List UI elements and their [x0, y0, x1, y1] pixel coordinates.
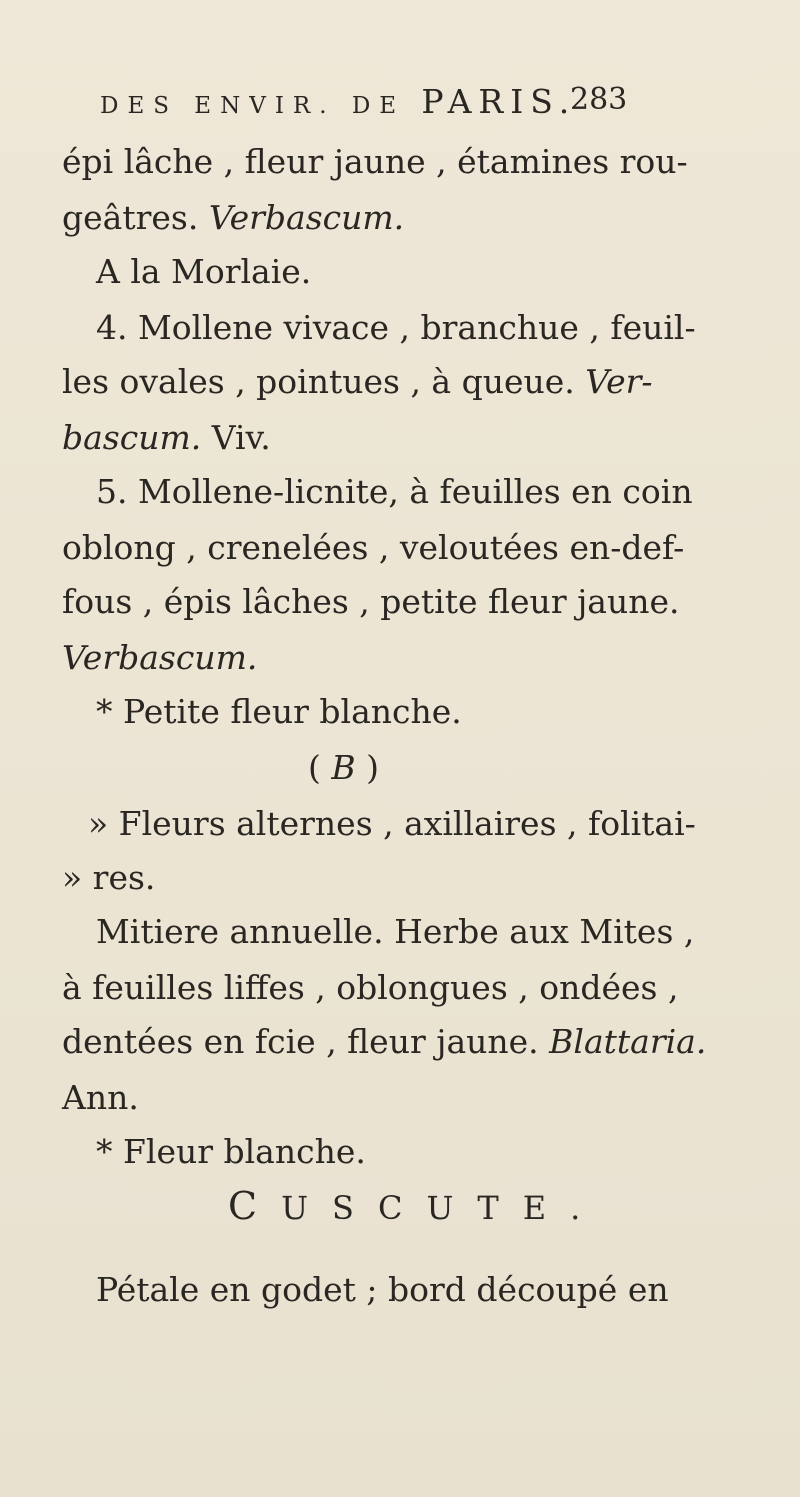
section-letter — [308, 748, 379, 788]
text-run: C — [228, 1184, 282, 1228]
text-line: fous , épis lâches , petite fleur jaune. — [62, 582, 680, 621]
latin-name: Ver- — [585, 362, 653, 401]
text-line: 4. Mollene vivace , branchue , feuil- — [96, 308, 696, 347]
text-run: ) — [355, 748, 380, 787]
text-line: Ann. — [62, 1078, 139, 1117]
text-line — [62, 1022, 706, 1062]
text-run: B — [331, 748, 356, 787]
text-line: à feuilles liffes , oblongues , ondées , — [62, 968, 679, 1007]
text-line — [62, 362, 653, 402]
text-line: oblong , crenelées , veloutées en-def- — [62, 528, 685, 567]
text-run: geâtres. — [62, 198, 209, 237]
text-run: les ovales , pointues , à queue. — [62, 362, 586, 401]
text-line: Mitiere annuelle. Herbe aux Mites , — [96, 912, 695, 951]
text-run: dentées en fcie , fleur jaune. — [62, 1022, 550, 1061]
latin-name: Verbascum. — [208, 198, 405, 237]
running-header-left: DES ENVIR. DE — [100, 93, 406, 119]
text-line: » res. — [62, 858, 156, 897]
text-line — [62, 198, 404, 238]
text-line: Pétale en godet ; bord découpé en — [96, 1270, 669, 1309]
text-line — [62, 418, 271, 458]
latin-name: Blattaria. — [549, 1022, 707, 1061]
latin-name: Verbascum. — [62, 638, 258, 677]
text-line: * Petite fleur blanche. — [96, 692, 462, 731]
running-header — [100, 82, 576, 126]
section-heading — [228, 1186, 604, 1228]
text-line: * Fleur blanche. — [96, 1132, 366, 1171]
text-run: USCUTE. — [281, 1189, 605, 1227]
page-number: 283 — [570, 82, 628, 117]
text-run: ( — [308, 748, 332, 787]
text-line: 5. Mollene-licnite, à feuilles en coin — [96, 472, 693, 511]
text-line: » Fleurs alternes , axillaires , folitai- — [88, 804, 696, 843]
text-line: épi lâche , fleur jaune , étamines rou- — [62, 142, 688, 181]
latin-name: bascum. — [62, 418, 202, 457]
text-run: Viv. — [201, 418, 271, 457]
text-line: A la Morlaie. — [96, 252, 312, 291]
running-header-right: PARIS. — [421, 82, 577, 121]
